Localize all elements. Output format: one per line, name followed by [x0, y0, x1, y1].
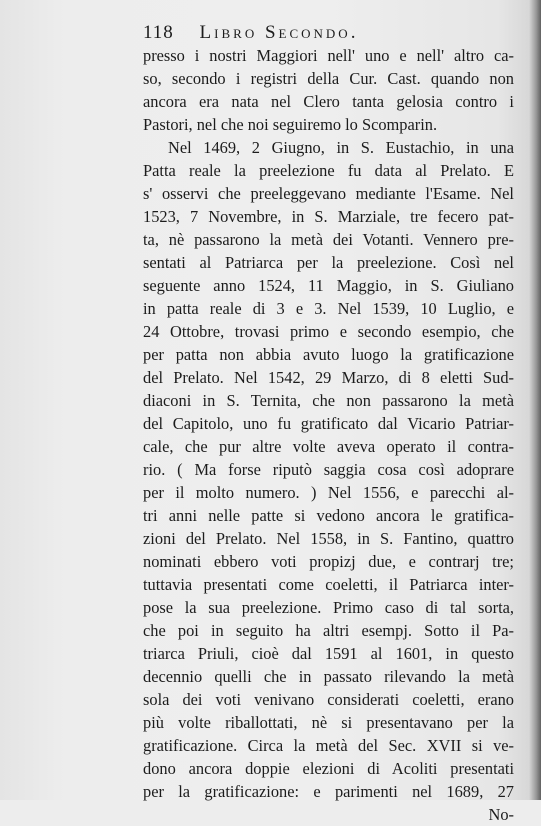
running-title: Libro Secondo.: [199, 22, 359, 43]
body-text: [143, 44, 514, 826]
text-line: zioni del Prelato. Nel 1558, in S. Fantino, quattro: [143, 529, 514, 548]
text-line: 1523, 7 Novembre, in S. Marziale, tre fecero pat-: [143, 207, 514, 226]
text-line: più volte riballottati, nè si presentavano per la: [143, 713, 514, 732]
text-line: tri anni nelle patte si vedono ancora le gratifica-: [143, 506, 514, 525]
text-line: per la gratificazione: e parimenti nel 1689, 27: [143, 782, 514, 801]
text-line: dono ancora doppie elezioni di Acoliti presentati: [143, 759, 514, 778]
text-line: triarca Priuli, cioè dal 1591 al 1601, in questo: [143, 644, 514, 663]
text-line: per patta non abbia avuto luogo la gratificazione: [143, 345, 514, 364]
text-line: pose la sua preelezione. Primo caso di tal sorta,: [143, 598, 514, 617]
text-line: che poi in seguito ha altri esempj. Sotto il Pa-: [143, 621, 514, 640]
text-line: tuttavia presentati come coeletti, il Patriarca inter-: [143, 575, 514, 594]
text-line: ta, nè passarono la metà dei Votanti. Vennero pre-: [143, 230, 514, 249]
text-line: sola dei voti venivano considerati coeletti, erano: [143, 690, 514, 709]
text-line: nominati ebbero voti propizj due, e contrarj tre;: [143, 552, 514, 571]
text-line: s' osservi che preeleggevano mediante l'Esame. Nel: [143, 184, 514, 203]
text-line: Nel 1469, 2 Giugno, in S. Eustachio, in una: [168, 138, 514, 157]
text-line: 24 Ottobre, trovasi primo e secondo esempio, che: [143, 322, 514, 341]
page-number: 118: [143, 22, 174, 43]
text-line: cale, che pur altre volte aveva operato il contra-: [143, 437, 514, 456]
text-line: per il molto numero. ) Nel 1556, e parecchi al-: [143, 483, 514, 502]
text-line: gratificazione. Circa la metà del Sec. XVII si ve-: [143, 736, 514, 755]
text-line: decennio quelli che in passato rilevando la metà: [143, 667, 514, 686]
text-line: in patta reale di 3 e 3. Nel 1539, 10 Luglio, e: [143, 299, 514, 318]
text-line: ancora era nata nel Clero tanta gelosia contro i: [143, 92, 514, 111]
page-edge-shadow: [529, 0, 541, 800]
text-line: rio. ( Ma forse riputò saggia cosa così adoprare: [143, 460, 514, 479]
text-line: presso i nostri Maggiori nell' uno e nell' altro ca-: [143, 46, 514, 65]
catchword: No-: [488, 805, 514, 824]
text-line: sentati al Patriarca per la preelezione. Così nel: [143, 253, 514, 272]
text-line: Patta reale la preelezione fu data al Prelato. E: [143, 161, 514, 180]
text-line: del Prelato. Nel 1542, 29 Marzo, di 8 eletti Sud-: [143, 368, 514, 387]
text-line: diaconi in S. Ternita, che non passarono la metà: [143, 391, 514, 410]
text-line: so, secondo i registri della Cur. Cast. quando non: [143, 69, 514, 88]
text-line: del Capitolo, uno fu gratificato dal Vicario Patriar-: [143, 414, 514, 433]
text-line: Pastori, nel che noi seguiremo lo Scomparin.: [143, 115, 438, 134]
text-line: seguente anno 1524, 11 Maggio, in S. Giuliano: [143, 276, 514, 295]
